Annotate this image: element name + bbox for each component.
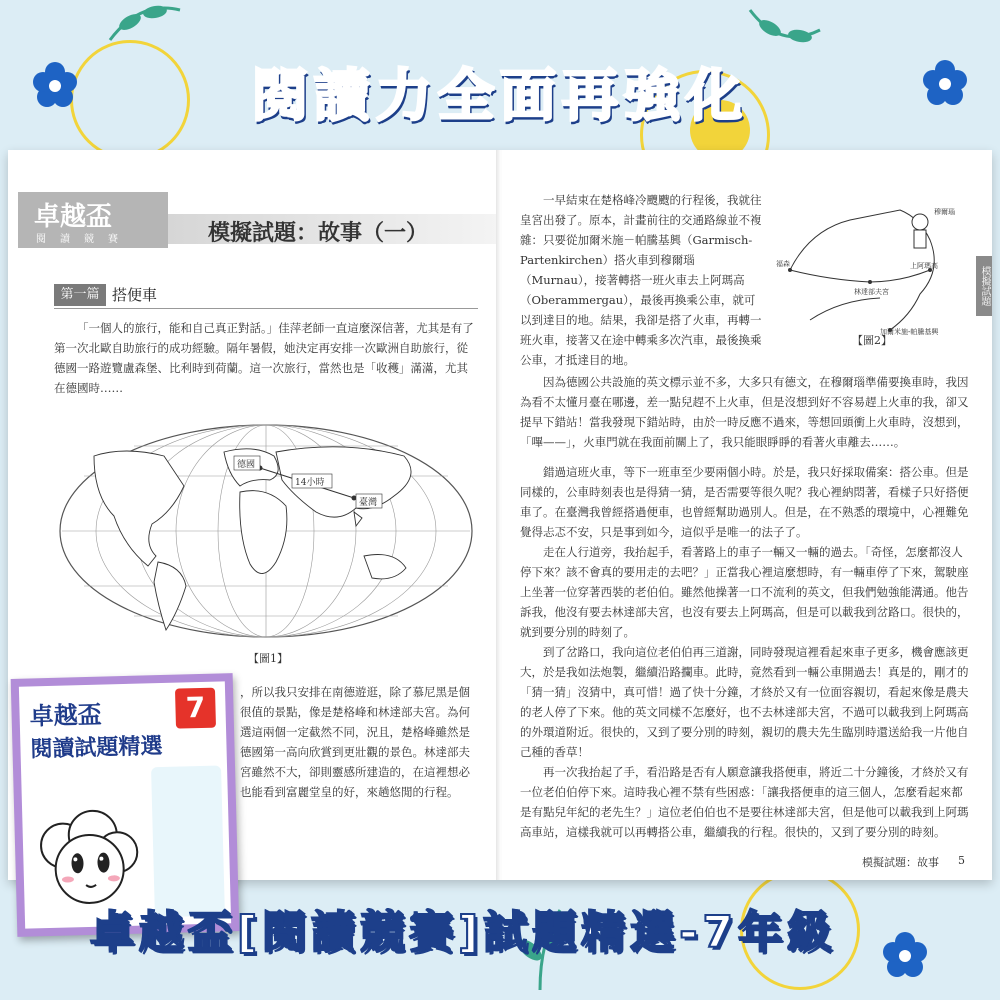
world-map [54, 416, 478, 646]
story-paragraph: 「一個人的旅行，能和自己真正對話。」佳萍老師一直這麼深信著，尤其是有了第一次北歐自助旅行的成功經驗。隔年暑假，她決定再安排一次歐洲自助旅行，從德國一路遊覽盧森堡、比利時到荷蘭。這一次旅行，當然也是「收穫」滿滿，尤其在德國時…… [54, 321, 474, 395]
brand-subtitle: 閱讀競賽 [36, 234, 132, 245]
cover-illustration [151, 765, 225, 917]
map-label-flight: 14小時 [295, 478, 325, 488]
bottom-banner: 卓越盃[閱讀競賽]試題精選-7年級 [90, 907, 837, 958]
map-label: 穆爾瑙 [934, 208, 955, 216]
map-label: 福森 [776, 260, 790, 268]
story-paragraph: 再一次我抬起了手，看沿路是否有人願意讓我搭便車，將近二十分鐘後，才終於又有一位老伯伯停下來。這時我心裡不禁有些困惑：「讓我搭便車的這三個人，怎麼看起來都是有點兒年紀的老先生？」這位老伯伯也不是要往林達部夫宮，但是他可以載我到上阿瑪高車站，這樣我就可以再轉搭公車，繼續我的行程。很快的，又到了要分別的時刻。 [520, 765, 969, 839]
story-tag: 第一篇 [54, 284, 106, 306]
map-label-germany: 德國 [237, 460, 256, 470]
right-page [502, 150, 992, 880]
map-caption: 【圖2】 [852, 334, 892, 347]
leaf-icon [740, 0, 830, 50]
story-paragraph: 錯過這班火車，等下一班車至少要兩個小時。於是，我只好採取備案：搭公車。但是同樣的，公車時刻表也是得猜一猜，是否需要等很久呢？我心裡納悶著，看樣子只好搭便車了。在臺灣我曾經搭過便車，也曾經幫助過別人。但是，在不熟悉的環境中，心裡難免覺得忐忑不安，只是事到如今，這似乎是唯一的法子了。 [520, 465, 969, 539]
cover-inner [19, 681, 231, 928]
story-paragraph: 因為德國公共設施的英文標示並不多，大多只有德文，在穆爾瑙準備要換車時，我因為看不太懂月臺在哪邊，差一點兒趕不上火車，但是沒想到好不容易趕上火車的我，卻又提早下錯站！當我發現下錯站時，由於一時反應不過來，等想回頭衝上火車時，沒想到，「嗶——」，火車門就在我面前關上了，我只能眼睜睜的看著火車離去……。 [520, 375, 969, 449]
cover-title: 閱讀試題精選 [30, 734, 163, 763]
page-footer: 模擬試題：故事 [862, 856, 939, 869]
story-title: 搭便車 [112, 286, 158, 304]
route-map [770, 190, 978, 338]
divider [54, 308, 478, 309]
map-label: 林達部夫宮 [854, 288, 889, 296]
map-label-taiwan: 臺灣 [359, 498, 378, 508]
page-number: 5 [958, 854, 965, 867]
map-label: 上阿瑪高 [910, 262, 938, 270]
leaf-icon [100, 0, 190, 50]
story-paragraph: 走在人行道旁，我抬起手，看著路上的車子一輛又一輛的過去。「奇怪，怎麼都沒人停下來？該不會真的要用走的去吧？」正當我心裡這麼想時，有一輛車停了下來，駕駛座上坐著一位穿著西裝的老伯伯。雖然他操著一口不流利的英文，但我們勉強能溝通。他告訴我，他沒有要去林達部夫宮，也沒有要去上阿瑪高，但是可以載我到岔路口。很快的，就到要分別的時刻了。 [520, 545, 969, 639]
cover-brand: 卓越盃 [29, 700, 102, 731]
headline: 閱讀力全面再強化 [252, 64, 748, 129]
map-label: 加爾米施-帕騰基興 [880, 328, 939, 336]
grade-badge: 7 [175, 688, 216, 729]
story-paragraph: 到了岔路口，我向這位老伯伯再三道謝，同時發現這裡看起來車子更多，機會應該更大，於是我如法炮製，繼續沿路攔車。此時，竟然看到一輛公車開過去！真是的，剛才的「猜一猜」沒猜中，真可惜！過了快十分鐘，才終於又有一位面容親切，看起來像是農夫的老人停了下來。他的英文同樣不怎麼好，也不去林達部夫宮，不過可以載我到上阿瑪高的外環道附近。很快的，又到了要分別的時刻，親切的農夫先生臨別時還送給我一片他自己種的香草！ [520, 645, 969, 759]
brand-title: 卓越盃 [34, 202, 113, 232]
side-tab: 模擬試題 [976, 256, 992, 316]
story-paragraph: 一早結束在楚格峰冷颼颼的行程後，我就往皇宮出發了。原本，計畫前往的交通路線並不複雜：只要從加爾米施－帕騰基興（Garmisch-Partenkirchen）搭火車到穆爾瑙（Murnau），接著轉搭一班火車去上阿瑪高（Oberammergau），最後再換乘公車，就可以到達目的地。結果，我卻是搭了火車，再轉一班火車，接著又在途中轉乘多次汽車，最後換乘公車，才抵達目的地。 [520, 193, 762, 367]
map-caption: 【圖1】 [248, 652, 288, 665]
story-paragraph: ，所以我只安排在南德遊逛，除了慕尼黑是個很值的景點，像是楚格峰和林達部夫宮。為何選這兩個一定截然不同，況且，楚格峰雖然是德國第一高向欣賞到更壯觀的景色。林達部夫宮雖然不大，卻則靈感所建造的，在這裡想必也能看到富麗堂皇的好，來趟悠閒的行程。 [240, 685, 470, 799]
section-title: 模擬試題：故事（一） [208, 221, 429, 246]
